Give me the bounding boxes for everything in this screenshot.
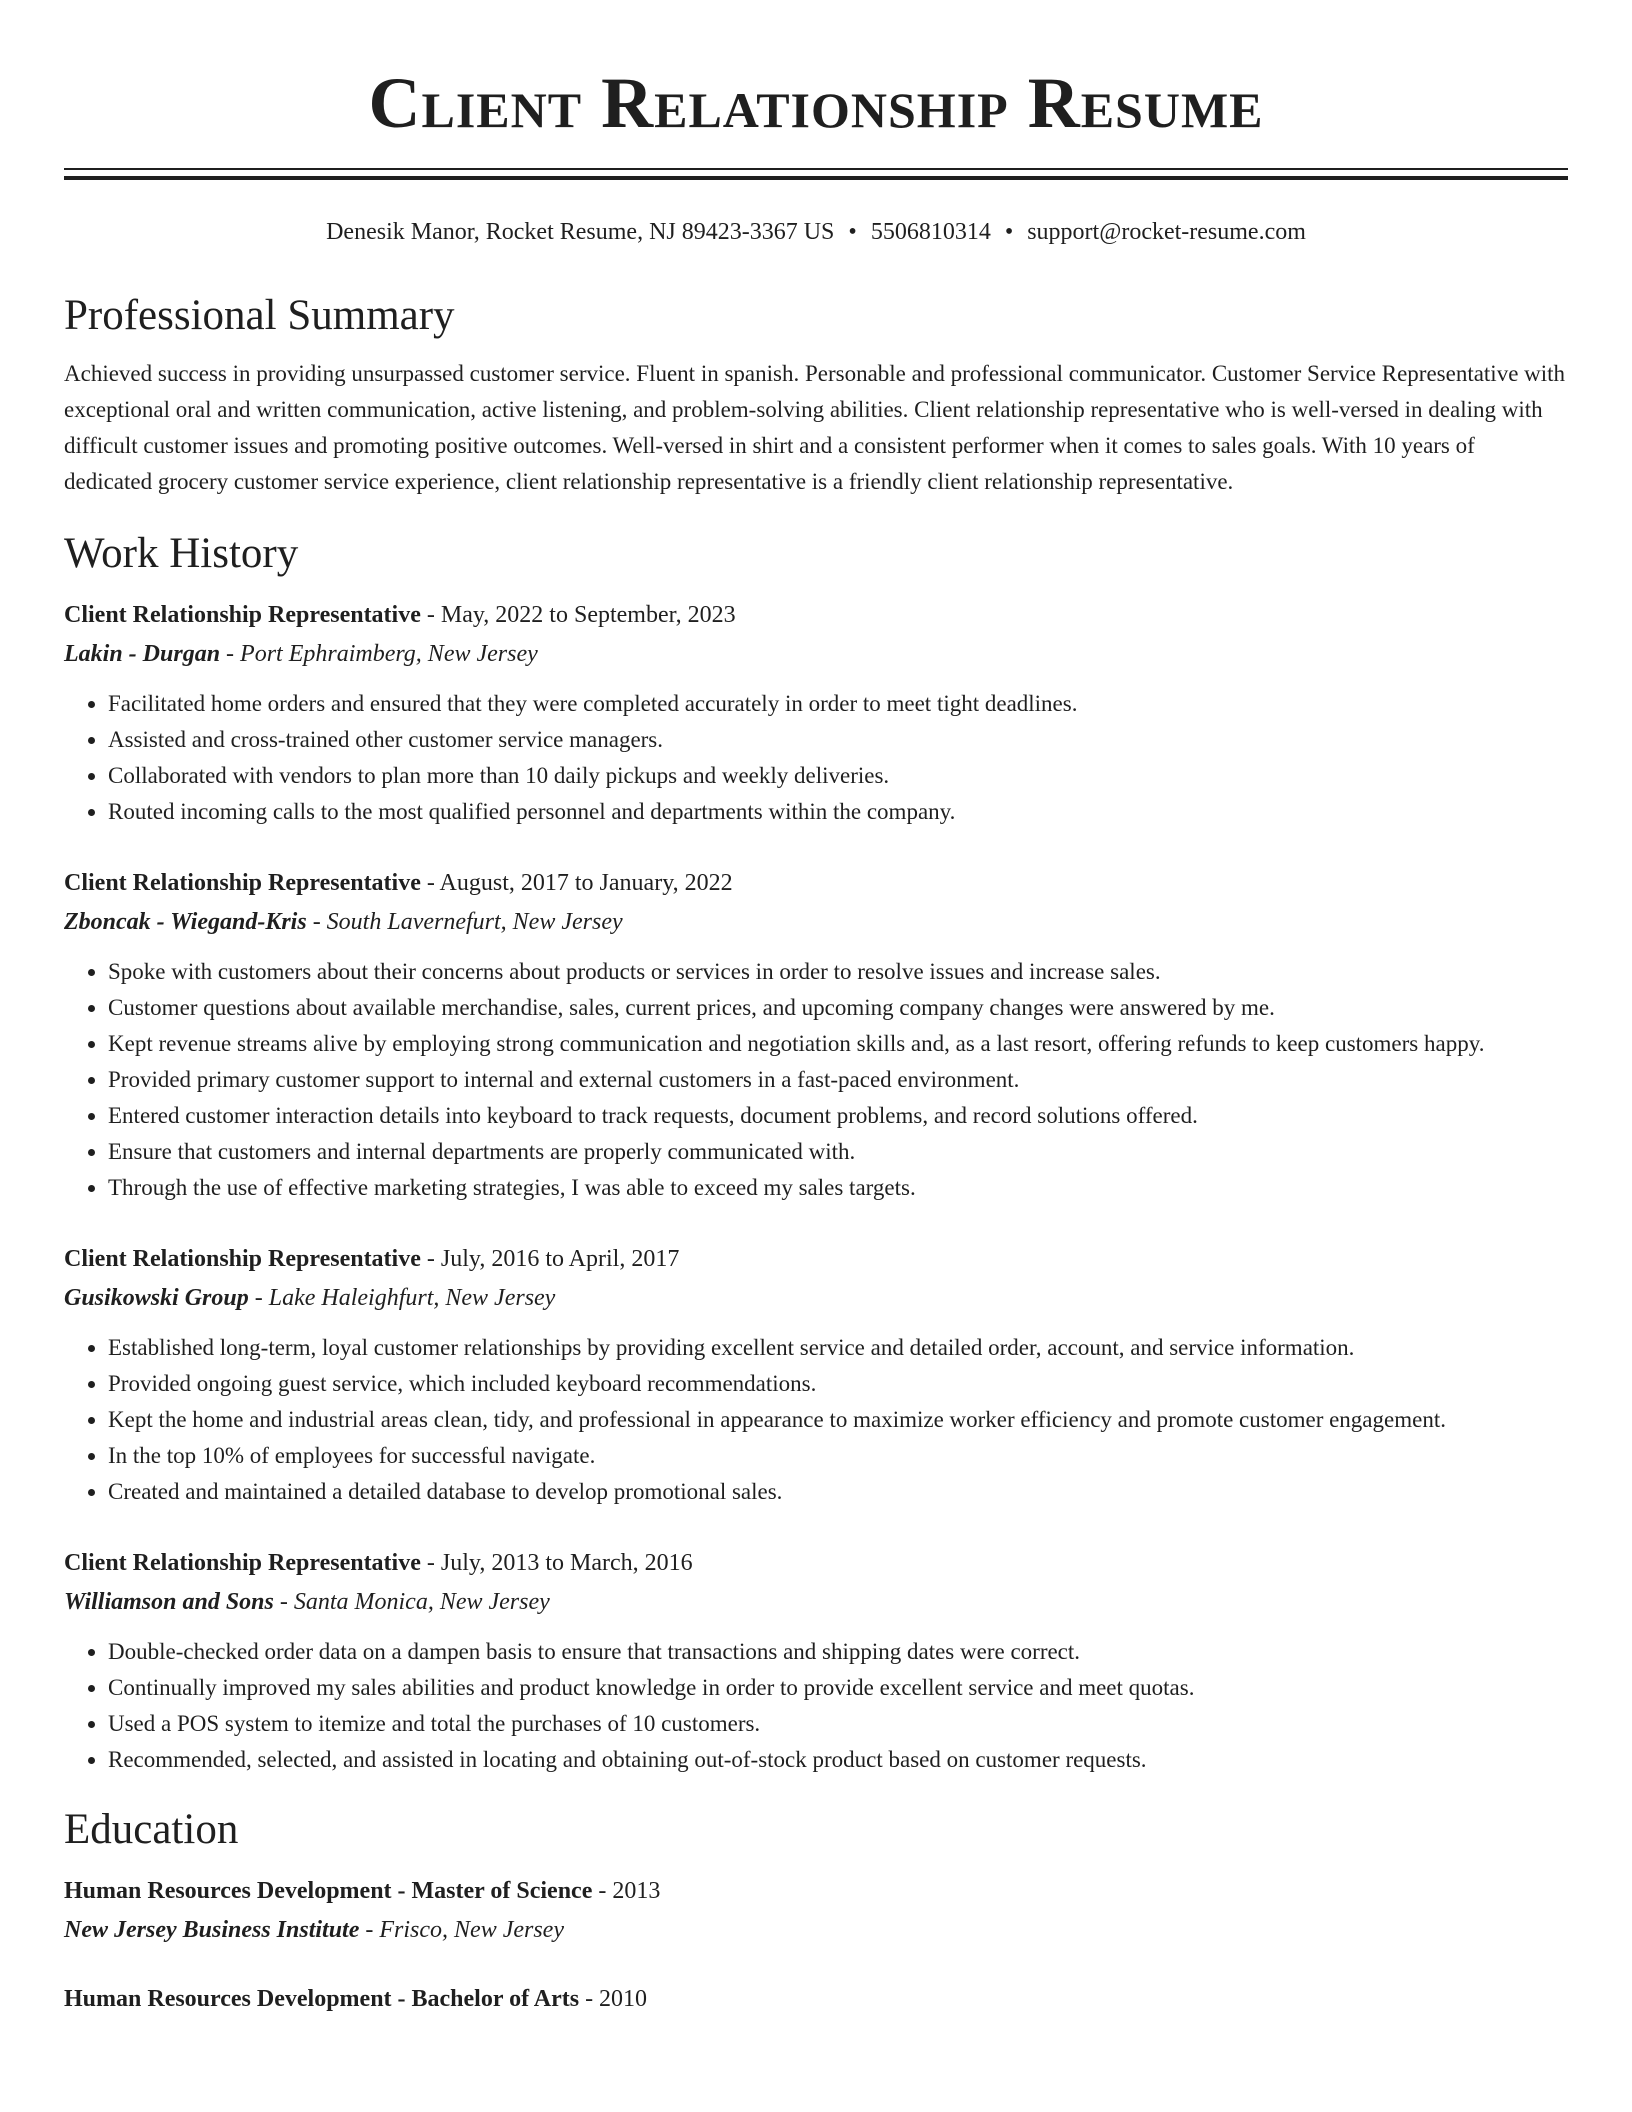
- page-title: Client Relationship Resume: [368, 63, 1264, 143]
- job-company: Williamson and Sons: [64, 1589, 274, 1615]
- bullet-item: • Spoke with customers about their concerns about products or services in order to resolve issues and increase sales.: [108, 954, 1568, 990]
- education-header: [64, 1872, 1568, 1910]
- bullet-item: • Created and maintained a detailed database to develop promotional sales.: [108, 1474, 1568, 1510]
- job-dates: - July, 2013 to March, 2016: [420, 1550, 693, 1576]
- education-entry: [64, 1872, 1568, 1950]
- bullet-item: • Routed incoming calls to the most qualified personnel and departments within the company.: [108, 794, 1568, 830]
- contact-phone: 5506810314: [870, 219, 991, 245]
- contact-separator: •: [1004, 219, 1014, 245]
- job-employer: [64, 1278, 1568, 1318]
- summary-text: Achieved success in providing unsurpassed customer service. Fluent in spanish. Personable and professional communicator. Customer Service Representative with exceptional oral and written communication, active listening, and problem-solving abilities. Client relationship representative who is well-versed in dealing with difficult customer issues and promoting positive outcomes. Well-versed in shirt and a consistent performer when it comes to sales goals. With 10 years of dedicated grocery customer service experience, client relationship representative is a friendly client relationship representative.: [64, 361, 1566, 494]
- education-entry: [64, 1980, 1568, 2018]
- bullet-item: • Continually improved my sales abilities and product knowledge in order to provide excellent service and meet quotas.: [108, 1670, 1568, 1706]
- job-title: Client Relationship Representative: [64, 602, 421, 628]
- bullet-item: • Double-checked order data on a dampen basis to ensure that transactions and shipping dates were correct.: [108, 1634, 1568, 1670]
- job-location: - Lake Haleighfurt, New Jersey: [248, 1285, 556, 1311]
- job-employer: [64, 1582, 1568, 1622]
- job-title: Client Relationship Representative: [64, 1246, 421, 1272]
- bullet-item: • In the top 10% of employees for successful navigate.: [108, 1438, 1568, 1474]
- bullet-item: • Collaborated with vendors to plan more than 10 daily pickups and weekly deliveries.: [108, 758, 1568, 794]
- bullet-item: • Provided ongoing guest service, which included keyboard recommendations.: [108, 1366, 1568, 1402]
- job-bullets: [64, 1330, 1568, 1510]
- bullet-item: • Through the use of effective marketing strategies, I was able to exceed my sales targets.: [108, 1170, 1568, 1206]
- job-entry: [64, 1544, 1568, 1778]
- bullet-item: • Facilitated home orders and ensured that they were completed accurately in order to meet tight deadlines.: [108, 686, 1568, 722]
- job-location: - Port Ephraimberg, New Jersey: [220, 641, 538, 667]
- job-employer: [64, 902, 1568, 942]
- job-location: - Santa Monica, New Jersey: [273, 1589, 550, 1615]
- job-entry: [64, 1240, 1568, 1510]
- contact-address: Denesik Manor, Rocket Resume, NJ 89423-3367 US: [326, 219, 835, 245]
- bullet-item: • Provided primary customer support to internal and external customers in a fast-paced environment.: [108, 1062, 1568, 1098]
- job-header: [64, 864, 1568, 902]
- education-year: - 2013: [592, 1878, 661, 1904]
- title-divider: [64, 168, 1568, 180]
- job-bullets: [64, 1634, 1568, 1778]
- job-header: [64, 1544, 1568, 1582]
- job-bullets: [64, 954, 1568, 1206]
- bullet-item: • Entered customer interaction details into keyboard to track requests, document problems, and record solutions offered.: [108, 1098, 1568, 1134]
- education-school: New Jersey Business Institute: [64, 1917, 360, 1943]
- education-header: [64, 1980, 1568, 2018]
- job-title: Client Relationship Representative: [64, 1550, 421, 1576]
- job-employer: [64, 634, 1568, 674]
- job-company: Lakin - Durgan: [64, 641, 221, 667]
- bullet-item: • Kept revenue streams alive by employing strong communication and negotiation skills and, as a last resort, offering refunds to keep customers happy.: [108, 1026, 1568, 1062]
- job-location: - South Lavernefurt, New Jersey: [306, 909, 623, 935]
- bullet-item: • Established long-term, loyal customer relationships by providing excellent service and detailed order, account, and service information.: [108, 1330, 1568, 1366]
- job-entry: [64, 596, 1568, 830]
- education-location: - Frisco, New Jersey: [359, 1917, 564, 1943]
- education-heading: Education: [64, 1806, 239, 1853]
- job-header: [64, 1240, 1568, 1278]
- contact-separator: •: [848, 219, 857, 245]
- job-title: Client Relationship Representative: [64, 870, 421, 896]
- summary-heading: Professional Summary: [64, 292, 455, 339]
- work-history-heading: Work History: [64, 530, 299, 577]
- education-degree: Human Resources Development - Master of Science: [64, 1878, 593, 1904]
- bullet-item: • Used a POS system to itemize and total the purchases of 10 customers.: [108, 1706, 1568, 1742]
- job-company: Zboncak - Wiegand-Kris: [64, 909, 307, 935]
- job-dates: - August, 2017 to January, 2022: [420, 870, 733, 896]
- education-degree: Human Resources Development - Bachelor of Arts: [64, 1986, 580, 2012]
- education-school-line: [64, 1910, 1568, 1950]
- job-bullets: [64, 686, 1568, 830]
- bullet-item: • Assisted and cross-trained other customer service managers.: [108, 722, 1568, 758]
- education-year: - 2010: [579, 1986, 648, 2012]
- bullet-item: • Kept the home and industrial areas clean, tidy, and professional in appearance to maximize worker efficiency and promote customer engagement.: [108, 1402, 1568, 1438]
- job-entry: [64, 864, 1568, 1206]
- bullet-item: • Ensure that customers and internal departments are properly communicated with.: [108, 1134, 1568, 1170]
- bullet-item: • Customer questions about available merchandise, sales, current prices, and upcoming company changes were answered by me.: [108, 990, 1568, 1026]
- job-dates: - July, 2016 to April, 2017: [420, 1246, 680, 1272]
- contact-line: [64, 216, 1568, 248]
- job-dates: - May, 2022 to September, 2023: [420, 602, 736, 628]
- bullet-item: • Recommended, selected, and assisted in locating and obtaining out-of-stock product based on customer requests.: [108, 1742, 1568, 1778]
- job-company: Gusikowski Group: [64, 1285, 249, 1311]
- contact-email: support@rocket-resume.com: [1027, 219, 1306, 245]
- job-header: [64, 596, 1568, 634]
